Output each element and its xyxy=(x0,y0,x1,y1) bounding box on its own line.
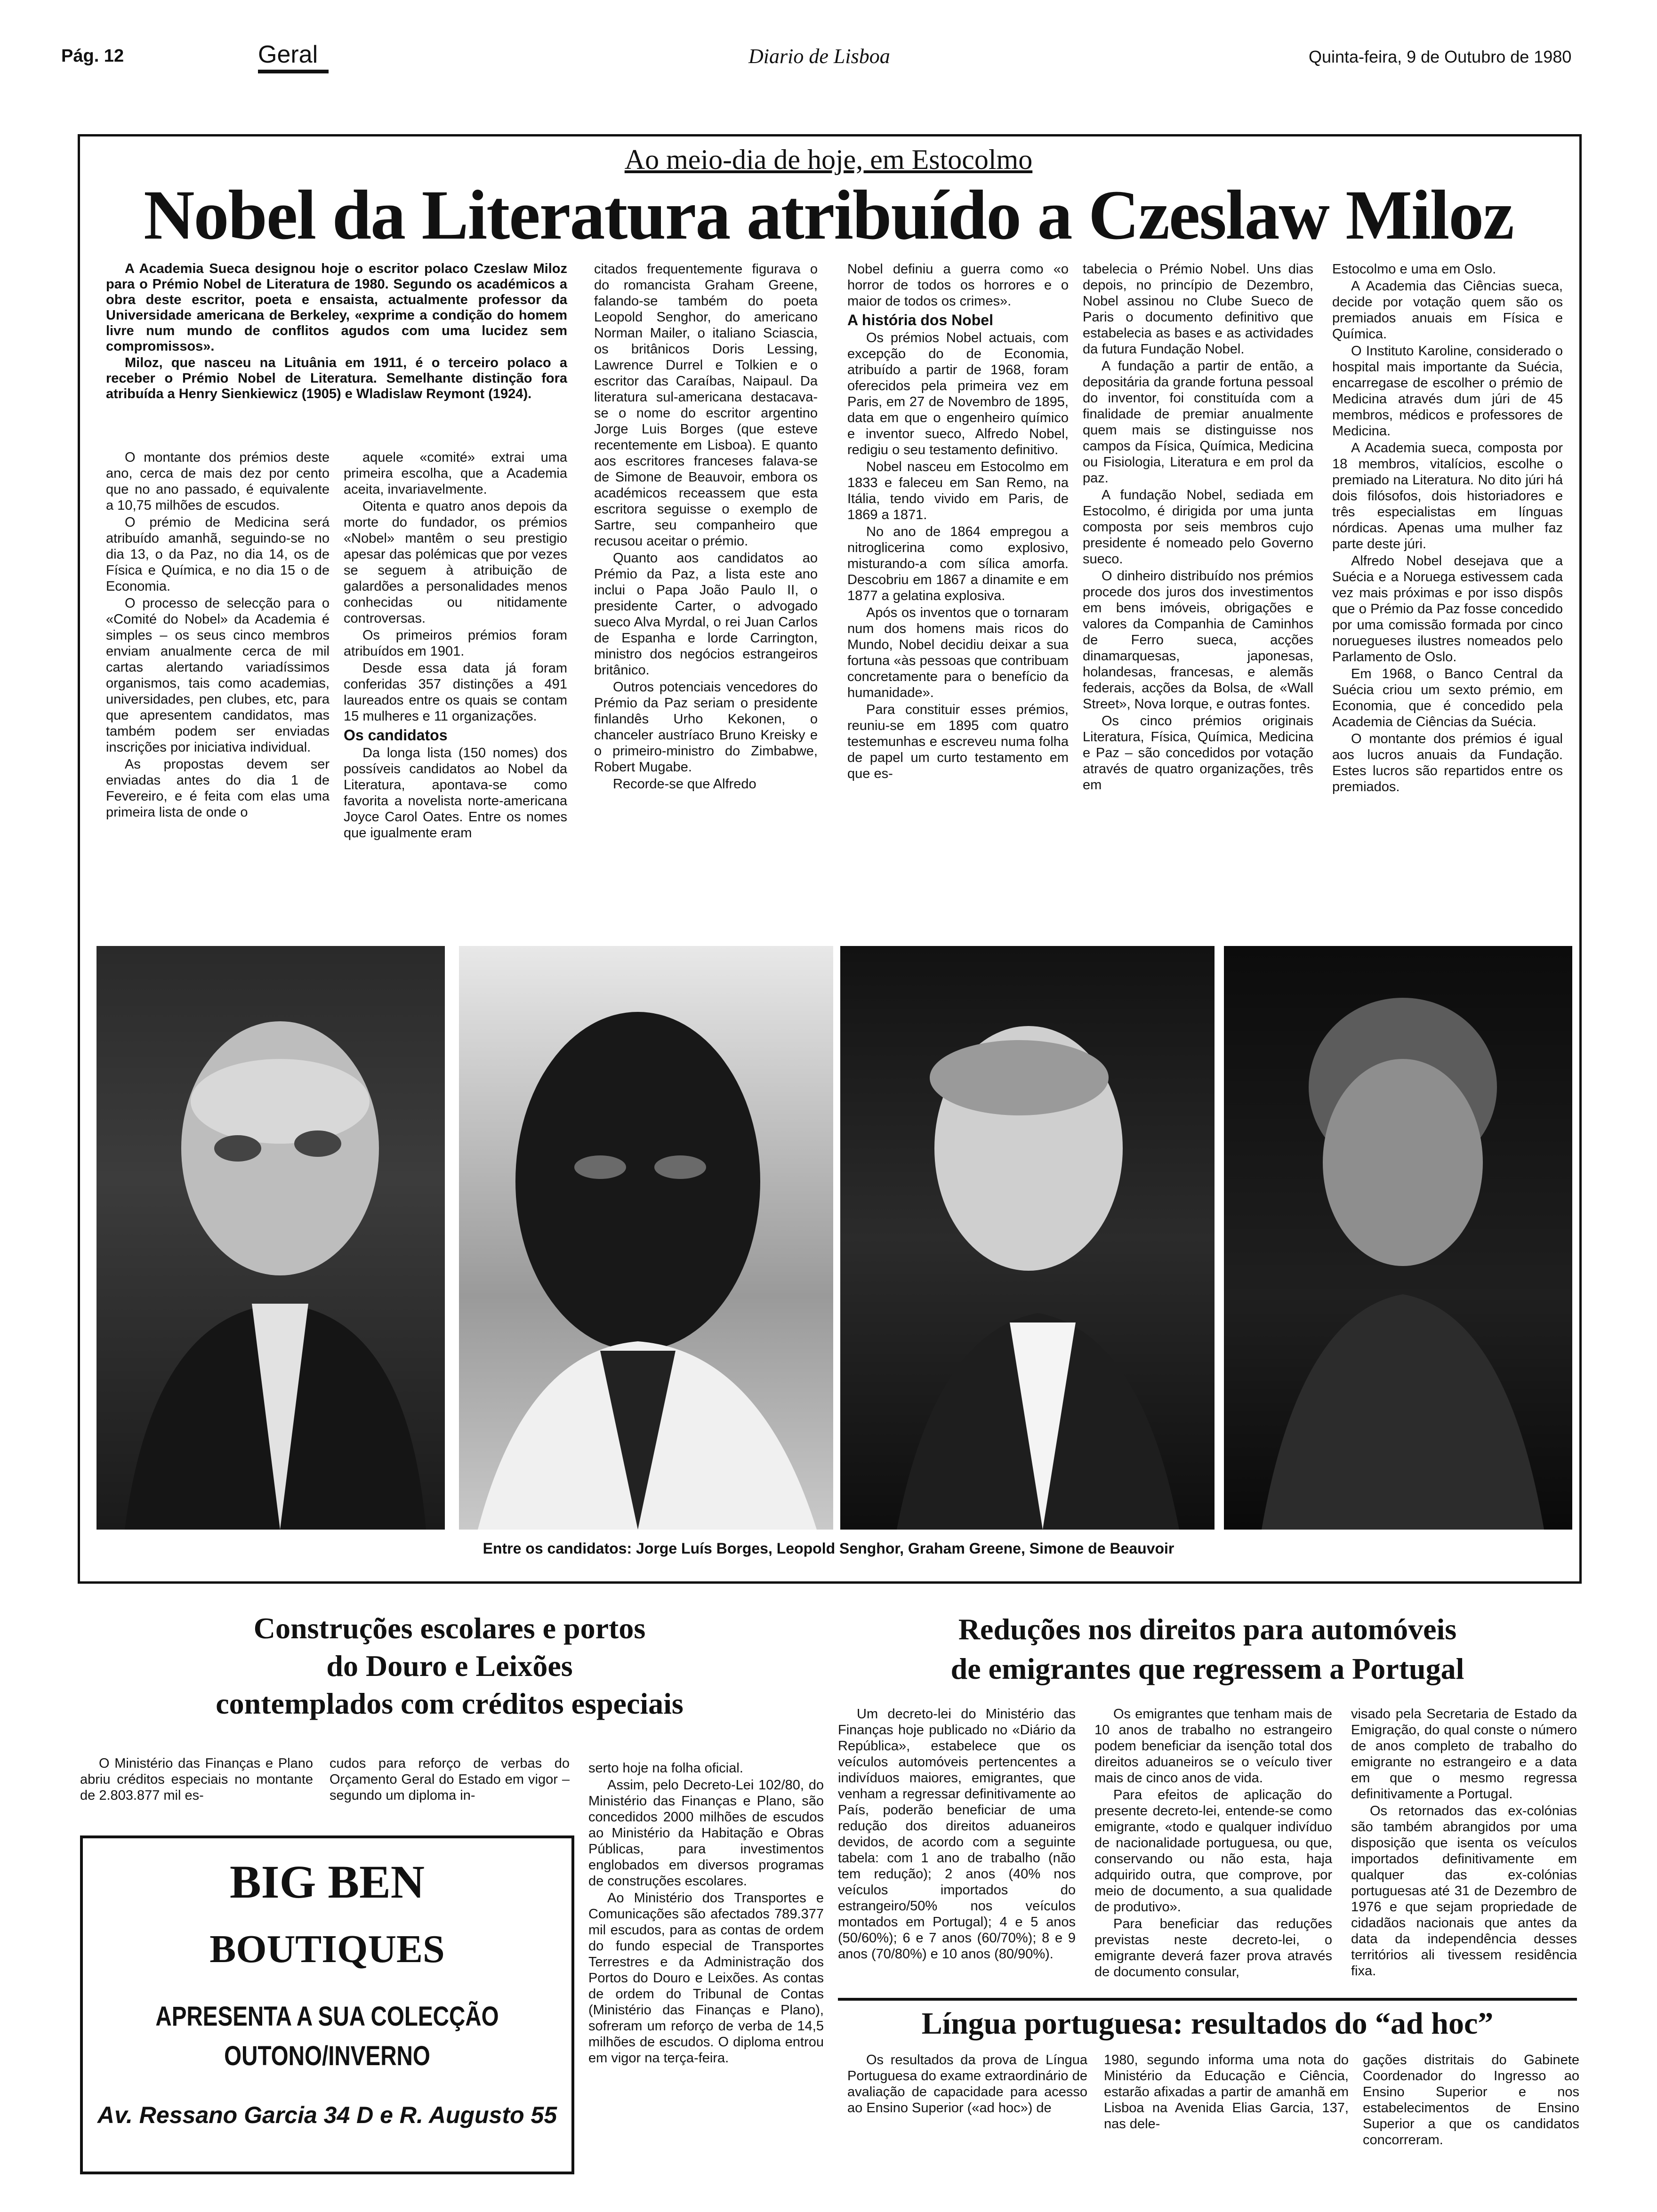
article2-col-1 xyxy=(80,1755,313,1804)
lead-text-2: Miloz, que nasceu na Lituânia em 1911, é o terceiro polaco a receber o Prémio Nobel de Literatura. Semelhante distinção fora atribuída a Henry Sienkiewicz (1905) e Wladislaw Reymont (1924). xyxy=(106,355,567,401)
paragraph: Quanto aos candidatos ao Prémio da Paz, a lista este ano inclui o Papa João Paulo II, o presidente Carter, o advogado sueco Alva Myrdal, o rei Juan Carlos de Espanha e lorde Carrington, ministro dos negócios estrangeiros britânico. xyxy=(594,551,818,678)
article4-col-2 xyxy=(1104,2052,1349,2133)
portrait-silhouette-icon xyxy=(1224,946,1572,1530)
paragraph: O Instituto Karoline, considerado o hospital mais importante da Suécia, encarregase de escolher o prémio de Medicina através dum júri de 45 membros, médicos e professores de Medicina. xyxy=(1332,344,1563,439)
paragraph: Estocolmo e uma em Oslo. xyxy=(1332,262,1496,277)
headline-line: Reduções nos direitos para automóveis xyxy=(958,1612,1457,1646)
article4-headline: Língua portuguesa: resultados do “ad hoc” xyxy=(921,2006,1494,2041)
lead-text-1: A Academia Sueca designou hoje o escritor polaco Czeslaw Miloz para o Prémio Nobel de Literatura de 1980. Segundo os académicos a obra deste escritor, poeta e ensaista, actualmente professor da Universidade americana de Berkeley, «exprime a condição do homem livre num mundo de conflitos agudos com uma lucidez sem compromissos». xyxy=(106,261,567,354)
paragraph: Após os inventos que o tornaram num dos homens mais ricos do Mundo, Nobel decidiu deixar a sua fortuna «às pessoas que contribuam concretamente para o benefício da humanidade». xyxy=(847,605,1069,700)
paragraph: O montante dos prémios deste ano, cerca de mais dez por cento que no ano passado, é equivalente a 10,75 milhões de escudos. xyxy=(106,450,330,513)
paragraph: gações distritais do Gabinete Coordenador do Ingresso ao Ensino Superior e nos estabelecimentos de Ensino Superior a que os candidatos concorreram. xyxy=(1363,2052,1579,2148)
article2-headline xyxy=(75,1610,824,1723)
article2-col-3 xyxy=(588,1760,824,2067)
paragraph: Para beneficiar das reduções previstas neste decreto-lei, o emigrante deverá fazer prova através de documento consular, xyxy=(1094,1916,1332,1980)
article4-col-1 xyxy=(847,2052,1087,2117)
paragraph: Desde essa data já foram conferidas 357 distinções a 491 laureados entre os quais se contam 15 mulheres e 11 organizações. xyxy=(344,661,567,724)
paragraph: O processo de selecção para o «Comité do Nobel» da Academia é simples – os seus cinco membros enviam anualmente cerca de mil cartas alertando variadíssimos organismos, tais como academias, universidades, pen clubes, etc, para que apresentem candidatos, mas também podem ser enviadas inscrições por iniciativa individual. xyxy=(106,596,330,755)
paragraph: A fundação a partir de então, a depositária da grande fortuna pessoal do inventor, foi constituída com a finalidade de premiar anualmente quem mais se distinguisse nos campos da Física, Química, Medicina ou Fisiologia, Literatura e em prol da paz. xyxy=(1083,359,1313,486)
lead-paragraph xyxy=(106,261,567,403)
main-col-6 xyxy=(1332,261,1563,796)
paragraph: Os primeiros prémios foram atribuídos em 1901. xyxy=(344,628,567,659)
portrait-silhouette-icon xyxy=(840,946,1215,1530)
paragraph: Para efeitos de aplicação do presente decreto-lei, entende-se como emigrante, «todo e qualquer indivíduo de nacionalidade portuguesa, ou que, conservando ou não esta, haja adquirido outra, que comprove, por meio de documento, a sua qualidade de produtivo». xyxy=(1094,1787,1332,1915)
paragraph: Alfredo Nobel desejava que a Suécia e a Noruega estivessem cada vez mais próximas e por isso dispôs que o Prémio da Paz fosse concedido por uma comissão formada por cinco noruegueses ilustres nomeados pelo Parlamento de Oslo. xyxy=(1332,553,1563,665)
paragraph: O Ministério das Finanças e Plano abriu créditos especiais no montante de 2.803.877 mil es- xyxy=(80,1756,313,1803)
photo-borges xyxy=(97,946,445,1530)
headline-line: de emigrantes que regressem a Portugal xyxy=(950,1652,1464,1685)
photo-beauvoir xyxy=(1224,946,1572,1530)
photo-caption: Entre os candidatos: Jorge Luís Borges, Leopold Senghor, Graham Greene, Simone de Beauvoir xyxy=(483,1540,1174,1557)
page-number: Pág. 12 xyxy=(61,46,124,66)
kicker: Ao meio-dia de hoje, em Estocolmo xyxy=(624,144,1033,175)
paragraph: aquele «comité» extrai uma primeira escolha, que a Academia aceita, invariavelmente. xyxy=(344,450,567,497)
paragraph: No ano de 1864 empregou a nitroglicerina como explosivo, misturando-a com sílica amorfa. Descobriu em 1867 a dinamite e em 1877 a gelatina explosiva. xyxy=(847,524,1069,603)
section-underline xyxy=(258,70,329,73)
section-name: Geral xyxy=(258,41,318,68)
paragraph: A Academia das Ciências sueca, decide por votação quem são os premiados anuais em Física e Química. xyxy=(1332,279,1563,342)
paragraph: Em 1968, o Banco Central da Suécia criou um sexto prémio, em Economia, que é concedido pela Academia de Ciências da Suécia. xyxy=(1332,666,1563,729)
paragraph: Nobel nasceu em Estocolmo em 1833 e faleceu em San Remo, na Itália, tendo vivido em Paris, de 1869 a 1871. xyxy=(847,459,1069,522)
headline-line: contemplados com créditos especiais xyxy=(216,1687,684,1720)
paragraph: Os resultados da prova de Língua Portuguesa do exame extraordinário de avaliação de capacidade para acesso ao Ensino Superior («ad hoc») de xyxy=(847,2052,1087,2116)
paragraph: citados frequentemente figurava o do romancista Graham Greene, falando-se também do poeta Leopold Senghor, do americano Norman Mailer, o italiano Sciascia, os britânicos Doris Lessing, Lawrence Durrel e Tolkien e o escritor das Caraíbas, Naipaul. Da literatura sul-americana destacava-se o nome do escritor argentino Jorge Luis Borges (que esteve recentemente em Lisboa). E quanto aos escritores franceses falava-se de Simone de Beauvoir, embora os académicos receassem que esta escritora seguisse o exemplo de Sartre, seu companheiro que recusou aceitar o prémio. xyxy=(594,262,818,549)
ad-brand: BIG BEN xyxy=(229,1856,425,1908)
paragraph: Os prémios Nobel actuais, com excepção do de Economia, atribuído a partir de 1968, foram oferecidos pela primeira vez em Paris, em 27 de Novembro de 1895, data em que o engenheiro químico e inventor sueco, Alfredo Nobel, redigiu o seu testamento definitivo. xyxy=(847,330,1069,457)
subhead-candidatos: Os candidatos xyxy=(344,727,448,744)
paragraph: tabelecia o Prémio Nobel. Uns dias depois, no princípio de Dezembro, Nobel assinou no Clube Sueco de Paris o documento definitivo que estabelecia as bases e as actividades da futura Fundação Nobel. xyxy=(1083,262,1313,357)
masthead: Diario de Lisboa xyxy=(748,45,890,68)
paragraph: O prémio de Medicina será atribuído amanhã, seguindo-se no dia 13, o da Paz, no dia 14, os de Física e Química, e no dia 15 o de Economia. xyxy=(106,515,330,594)
paragraph: Para constituir esses prémios, reuniu-se em 1895 com quatro testemunhas e escreveu numa folha de papel um curto testamento em que es- xyxy=(847,702,1069,781)
ad-address: Av. Ressano Garcia 34 D e R. Augusto 55 xyxy=(97,2102,557,2128)
article4-col-3 xyxy=(1363,2052,1579,2149)
paragraph: cudos para reforço de verbas do Orçamento Geral do Estado em vigor – segundo um diploma in- xyxy=(330,1756,570,1803)
paragraph: serto hoje na folha oficial. xyxy=(588,1761,743,1776)
paragraph: A Academia sueca, composta por 18 membros, vitalícios, escolhe o premiado na Literatura. No dito júri há dois filósofos, dois historiadores e três especialistas em línguas nórdicas. Apenas uma mulher faz parte deste júri. xyxy=(1332,441,1563,552)
ad-tagline: APRESENTA A SUA COLECÇÃO xyxy=(155,2001,499,2032)
paragraph: Nobel definiu a guerra como «o horror de todos os horrores e o maior de todos os crimes». xyxy=(847,262,1069,309)
portrait-silhouette-icon xyxy=(459,946,833,1530)
ad-subbrand: BOUTIQUES xyxy=(209,1927,445,1971)
paragraph: visado pela Secretaria de Estado da Emigração, do qual conste o número de anos completo de trabalho do emigrante no estrangeiro e a data em que o mesmo regressa definitivamente a Portugal. xyxy=(1351,1707,1577,1802)
paragraph: O dinheiro distribuído nos prémios procede dos juros dos investimentos em bens imóveis, obrigações e valores da Companhia de Caminhos de Ferro sueca, acções dinamarquesas, japonesas, holandesas, francesas, e alemãs federais, acções da Bolsa, de «Wall Street», Nova Iorque, e outras fontes. xyxy=(1083,569,1313,712)
ad-season: OUTONO/INVERNO xyxy=(224,2041,430,2071)
main-col-4 xyxy=(847,261,1069,783)
paragraph: Outros potenciais vencedores do Prémio da Paz seriam o presidente finlandês Urho Kekonen, o chanceler austríaco Bruno Kreisky e o primeiro-ministro do Zimbabwe, Robert Mugabe. xyxy=(594,680,818,775)
paragraph: Os retornados das ex-colónias são também abrangidos por uma disposição que isenta os veículos importados definitivamente em qualquer das ex-colónias portuguesas até 31 de Dezembro de 1976 e que sejam propriedade de cidadãos nacionais que antes da data da independência desses territórios ali tivessem residência fixa. xyxy=(1351,1803,1577,1979)
big-ben-ad xyxy=(80,1835,574,2174)
paragraph: Os emigrantes que tenham mais de 10 anos de trabalho no estrangeiro podem beneficiar da isenção total dos direitos aduaneiros se o veículo tiver mais de cinco anos de vida. xyxy=(1094,1707,1332,1786)
portrait-silhouette-icon xyxy=(97,946,445,1530)
paragraph: Oitenta e quatro anos depois da morte do fundador, os prémios «Nobel» mantêm o seu prestigio apesar das polémicas que por vezes se seguem à atribuição de galardões a personalidades menos conhecidas ou nitidamente controversas. xyxy=(344,499,567,626)
paragraph: Ao Ministério dos Transportes e Comunicações são afectados 789.377 mil escudos, para as contas de ordem do fundo especial de Transportes Terrestres e da Administração dos Portos do Douro e Leixões. As contas de ordem do Tribunal de Contas (Ministério das Finanças e Plano), sofreram um reforço de verba de 14,5 milhões de escudos. O diploma entrou em vigor na terça-feira. xyxy=(588,1891,824,2066)
main-col-1 xyxy=(106,449,330,821)
paragraph: Um decreto-lei do Ministério das Finanças hoje publicado no «Diário da República», estabelece que os veículos automóveis pertencentes a indivíduos maiores, emigrantes, que venham a regressar definitivamente ao País, poderão beneficiar de uma redução dos direitos aduaneiros devidos, de acordo com a seguinte tabela: com 1 ano de trabalho (não tem redução); 2 anos (40% nos veículos importados do estrangeiro/50% nos veículos montados em Portugal); 4 e 5 anos (50/60%); 6 e 7 anos (60/70%); 8 e 9 anos (70/80%) e 10 anos (80/90%). xyxy=(838,1707,1076,1962)
article3-headline xyxy=(838,1610,1577,1689)
paragraph: Assim, pelo Decreto-Lei 102/80, do Ministério das Finanças e Plano, são concedidos 2000 milhões de escudos ao Ministério da Habitação e Obras Públicas, para investimentos englobados em diversos programas de construções escolares. xyxy=(588,1778,824,1889)
subhead-historia: A história dos Nobel xyxy=(847,312,993,329)
photo-senghor xyxy=(459,946,833,1530)
issue-date: Quinta-feira, 9 de Outubro de 1980 xyxy=(1309,47,1572,66)
paragraph: Da longa lista (150 nomes) dos possíveis candidatos ao Nobel da Literatura, apontava-se como favorita a novelista norte-americana Joyce Carol Oates. Entre os nomes que igualmente eram xyxy=(344,745,567,841)
article3-col-1 xyxy=(838,1706,1076,1963)
photo-greene xyxy=(840,946,1215,1530)
main-col-2 xyxy=(344,449,567,842)
paragraph: Recorde-se que Alfredo xyxy=(613,777,756,792)
main-col-5 xyxy=(1083,261,1313,794)
paragraph: 1980, segundo informa uma nota do Ministério da Educação e Ciência, estarão afixadas a partir de amanhã em Lisboa na Avenida Elias Garcia, 137, nas dele- xyxy=(1104,2052,1349,2132)
main-col-3 xyxy=(594,261,818,793)
paragraph: O montante dos prémios é igual aos lucros anuais da Fundação. Estes lucros são repartidos entre os premiados. xyxy=(1332,731,1563,794)
paragraph: Os cinco prémios originais Literatura, Física, Química, Medicina e Paz – são concedidos por votação através de quatro organizações, três em xyxy=(1083,713,1313,793)
headline-line: do Douro e Leixões xyxy=(326,1649,573,1683)
article3-col-3 xyxy=(1351,1706,1577,1980)
main-headline: Nobel da Literatura atribuído a Czeslaw Miloz xyxy=(144,176,1513,254)
article4-rule xyxy=(838,1998,1577,2001)
article2-col-2 xyxy=(330,1755,570,1804)
paragraph: As propostas devem ser enviadas antes do dia 1 de Fevereiro, e é feita com elas uma primeira lista de onde o xyxy=(106,757,330,820)
paragraph: A fundação Nobel, sediada em Estocolmo, é dirigida por uma junta composta por seis membros cujo presidente é nomeado pelo Governo sueco. xyxy=(1083,488,1313,567)
headline-line: Construções escolares e portos xyxy=(253,1611,646,1645)
article3-col-2 xyxy=(1094,1706,1332,1981)
